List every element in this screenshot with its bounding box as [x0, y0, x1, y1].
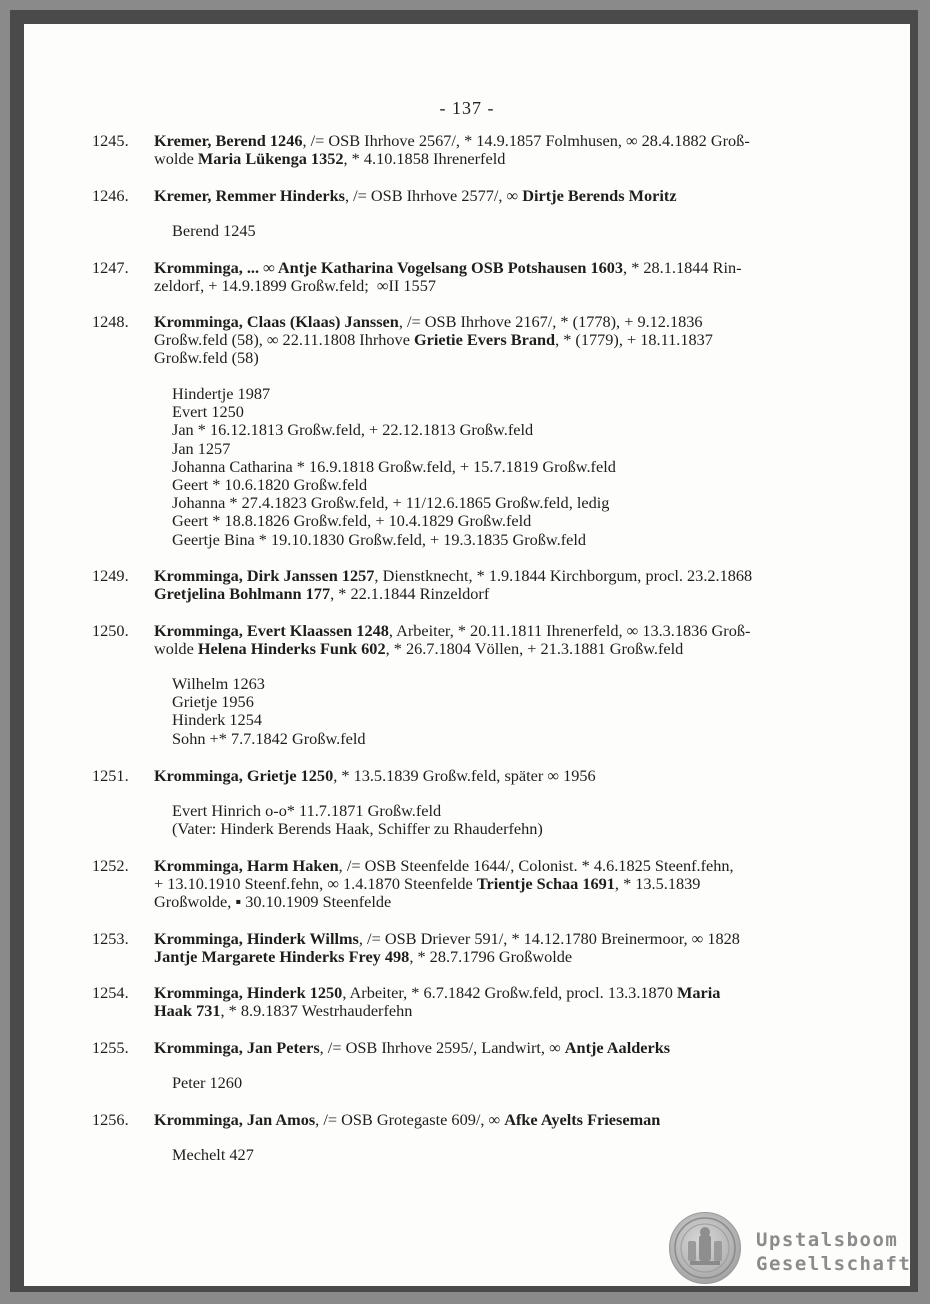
- entry-text: Kromminga, Evert Klaassen 1248, Arbeiter, * 20.11.1811 Ihrenerfeld, ∞ 13.3.1836 Groß- wolde Helena Hinderks Funk 602, * 26.7.1804 Völlen, + 21.3.1881 Großw.feld: [154, 621, 751, 659]
- entry-text: Kromminga, Jan Amos, /= OSB Grotegaste 609/, ∞ Afke Ayelts Frieseman: [154, 1110, 661, 1129]
- entry-1253: [92, 930, 852, 966]
- child-line: Geert * 18.8.1826 Großw.feld, + 10.4.1829 Großw.feld: [172, 511, 532, 531]
- entry-1246: [92, 187, 852, 205]
- entry-number: 1247.: [92, 258, 129, 277]
- entry-text: Kromminga, Grietje 1250, * 13.5.1839 Großw.feld, später ∞ 1956: [154, 766, 596, 785]
- children-1251: [172, 802, 852, 838]
- entry-number: 1248.: [92, 312, 129, 331]
- entry-1249: [92, 567, 852, 603]
- entry-1251: [92, 767, 852, 785]
- entry-text: Kromminga, Dirk Janssen 1257, Dienstknecht, * 1.9.1844 Kirchborgum, procl. 23.2.1868 Gretjelina Bohlmann 177, * 22.1.1844 Rinzeldorf: [154, 566, 753, 604]
- entry-1250: [92, 622, 852, 658]
- entry-text: Kromminga, Harm Haken, /= OSB Steenfelde 1644/, Colonist. * 4.6.1825 Steenf.fehn, + 13.10.1910 Steenf.fehn, ∞ 1.4.1870 Steenfelde Trientje Schaa 1691, * 13.5.1839 Großwolde, ▪ 30.10.1909 Steenfelde: [154, 856, 734, 912]
- entry-1255: [92, 1039, 852, 1057]
- entry-number: 1251.: [92, 766, 129, 785]
- children-1250: [172, 675, 852, 748]
- child-line: Geertje Bina * 19.10.1830 Großw.feld, + 19.3.1835 Großw.feld: [172, 529, 587, 549]
- child-line: Geert * 10.6.1820 Großw.feld: [172, 475, 368, 495]
- brand-line-2: Gesellschaft: [756, 1253, 912, 1275]
- child-line: Evert Hinrich o-o* 11.7.1871 Großw.feld: [172, 801, 442, 820]
- entry-number: 1246.: [92, 186, 129, 205]
- entry-number: 1249.: [92, 566, 129, 585]
- seal-emblem-icon: [670, 1213, 740, 1283]
- children-1255: [172, 1074, 852, 1092]
- entry-text: Kromminga, Claas (Klaas) Janssen, /= OSB Ihrhove 2167/, * (1778), + 9.12.1836 Großw.feld (58), ∞ 22.11.1808 Ihrhove Grietie Evers Brand, * (1779), + 18.11.1837 Großw.feld (58): [154, 312, 713, 368]
- entry-number: 1255.: [92, 1038, 129, 1057]
- entry-text: Kremer, Remmer Hinderks, /= OSB Ihrhove 2577/, ∞ Dirtje Berends Moritz: [154, 186, 677, 205]
- entry-text: Kromminga, ... ∞ Antje Katharina Vogelsang OSB Potshausen 1603, * 28.1.1844 Rin- zeldorf, + 14.9.1899 Großw.feld; ∞II 1557: [154, 258, 742, 296]
- seal-logo: [669, 1212, 741, 1284]
- entry-number: 1253.: [92, 929, 129, 948]
- entry-1247: [92, 259, 852, 295]
- children-1248: [172, 385, 852, 549]
- child-line: Sohn +* 7.7.1842 Großw.feld: [172, 728, 366, 748]
- child-line: Jan 1257: [172, 438, 231, 458]
- entry-number: 1250.: [92, 621, 129, 640]
- entry-number: 1252.: [92, 856, 129, 875]
- child-line: Berend 1245: [172, 221, 256, 240]
- entry-text: Kremer, Berend 1246, /= OSB Ihrhove 2567/, * 14.9.1857 Folmhusen, ∞ 28.4.1882 Groß- wolde Maria Lükenga 1352, * 4.10.1858 Ihrenerfeld: [154, 131, 750, 169]
- child-line: Jan * 16.12.1813 Großw.feld, + 22.12.1813 Großw.feld: [172, 420, 534, 440]
- brand-line-1: Upstalsboom: [756, 1229, 899, 1251]
- entry-1245: [92, 132, 852, 168]
- child-line: Hindertje 1987: [172, 384, 271, 403]
- child-line: Peter 1260: [172, 1073, 243, 1092]
- entry-number: 1256.: [92, 1110, 129, 1129]
- child-line: Johanna * 27.4.1823 Großw.feld, + 11/12.6.1865 Großw.feld, ledig: [172, 493, 610, 513]
- child-line: Johanna Catharina * 16.9.1818 Großw.feld, + 15.7.1819 Großw.feld: [172, 456, 616, 476]
- entry-text: Kromminga, Hinderk 1250, Arbeiter, * 6.7.1842 Großw.feld, procl. 13.3.1870 Maria Haak 731, * 8.9.1837 Westrhauderfehn: [154, 983, 721, 1021]
- child-line: Hinderk 1254: [172, 710, 262, 730]
- page-frame: [10, 10, 918, 1292]
- entry-1256: [92, 1111, 852, 1129]
- entry-text: Kromminga, Hinderk Willms, /= OSB Driever 591/, * 14.12.1780 Breinermoor, ∞ 1828 Jantje Margarete Hinderks Frey 498, * 28.7.1796 Großwolde: [154, 929, 740, 967]
- child-line: Wilhelm 1263: [172, 674, 265, 693]
- children-1256: [172, 1146, 852, 1164]
- child-line: Mechelt 427: [172, 1145, 254, 1164]
- entry-number: 1254.: [92, 983, 129, 1002]
- child-line: (Vater: Hinderk Berends Haak, Schiffer zu Rhauderfehn): [172, 819, 543, 839]
- children-1246: [172, 222, 852, 240]
- page-content: [24, 24, 910, 1286]
- entry-1252: [92, 857, 852, 912]
- brand-name: [756, 1228, 911, 1276]
- child-line: Grietje 1956: [172, 692, 254, 712]
- entry-1248: [92, 313, 852, 368]
- child-line: Evert 1250: [172, 402, 244, 422]
- document-page: [24, 24, 910, 1286]
- entry-1254: [92, 984, 852, 1020]
- entry-number: 1245.: [92, 131, 129, 150]
- page-number: - 137 -: [439, 98, 495, 118]
- entry-text: Kromminga, Jan Peters, /= OSB Ihrhove 2595/, Landwirt, ∞ Antje Aalderks: [154, 1038, 671, 1057]
